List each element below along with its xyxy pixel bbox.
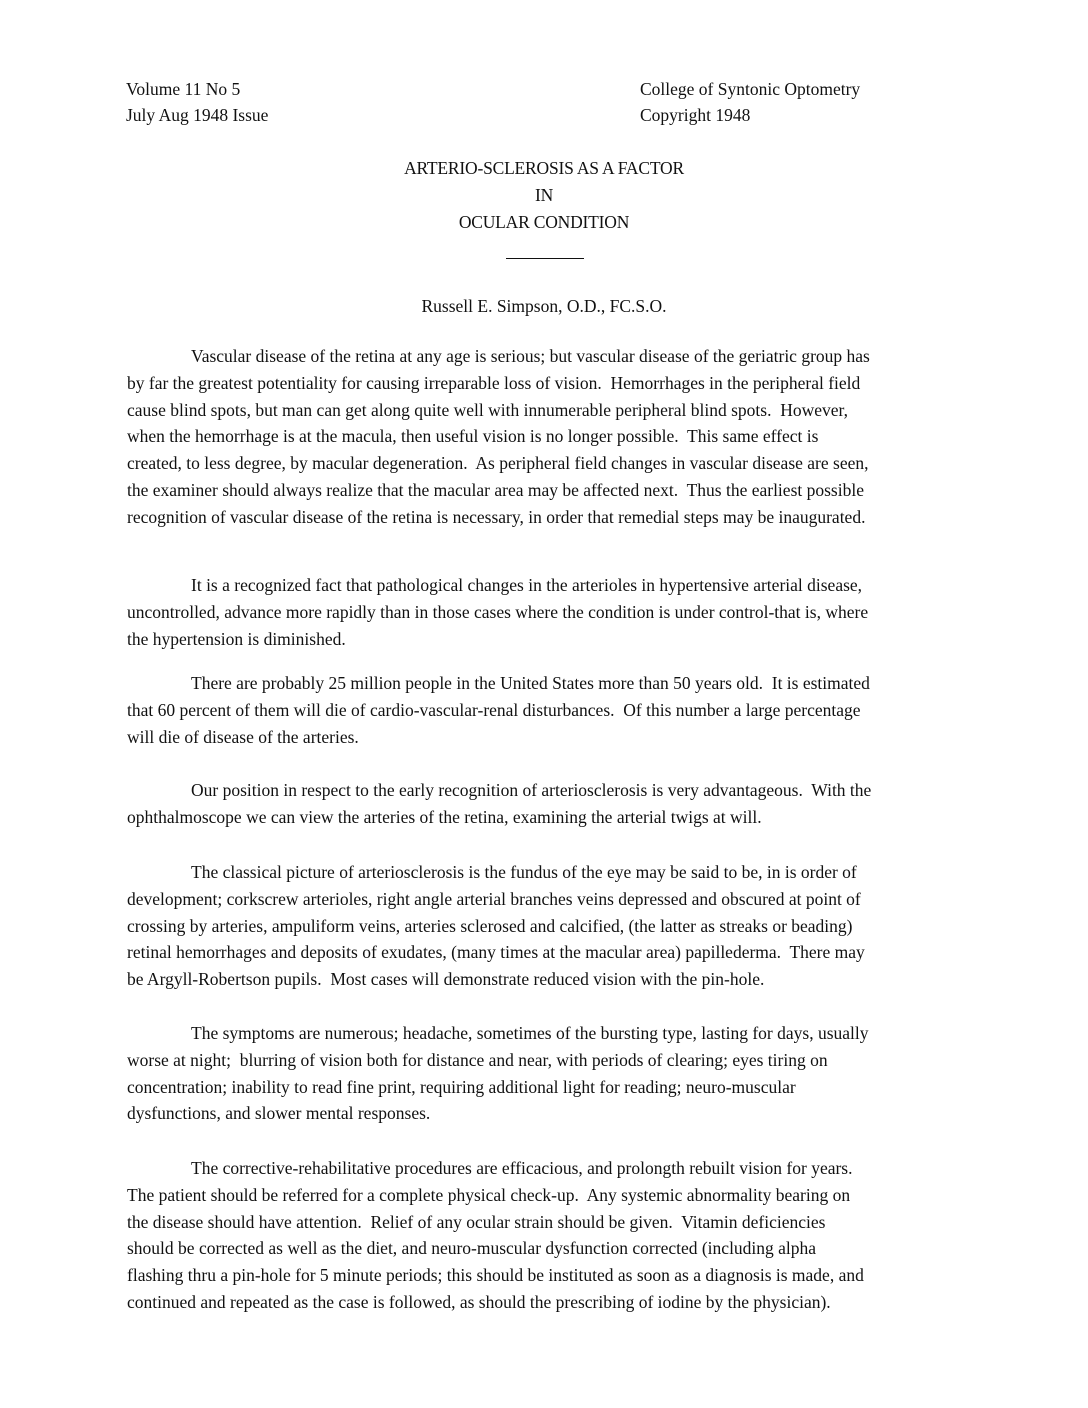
header-right [640, 76, 860, 128]
paragraph-line: should be corrected as well as the diet, and neuro-muscular dysfunction corrected (including alpha [127, 1238, 817, 1259]
paragraph-line: dysfunctions, and slower mental responses. [127, 1103, 431, 1124]
paragraph-line: The classical picture of arteriosclerosis is the fundus of the eye may be said to be, in is order of [191, 862, 857, 882]
paragraph-line: the disease should have attention. Relief of any ocular strain should be given. Vitamin deficiencies [127, 1211, 826, 1232]
paragraph-line: flashing thru a pin-hole for 5 minute periods; this should be instituted as soon as a diagnosis is made, and [127, 1265, 864, 1286]
copyright: Copyright 1948 [640, 105, 751, 125]
paragraph-line: the examiner should always realize that the macular area may be affected next. Thus the earliest possible [127, 479, 864, 500]
title-line: IN [534, 185, 554, 205]
paragraph-line: The corrective-rehabilitative procedures are efficacious, and prolongth rebuilt vision for years. [191, 1158, 853, 1178]
paragraph-line: recognition of vascular disease of the retina is necessary, in order that remedial steps may be inaugurated. [127, 506, 866, 527]
issue-date: July Aug 1948 Issue [126, 105, 269, 125]
paragraph-line: the hypertension is diminished. [127, 628, 346, 649]
paragraph [127, 572, 967, 652]
paragraph-line: will die of disease of the arteries. [127, 726, 359, 747]
paragraph-line: retinal hemorrhages and deposits of exudates, (many times at the macular area) papillederma. There may [127, 942, 865, 963]
paragraph-line: uncontrolled, advance more rapidly than in those cases where the condition is under control-that is, where [127, 601, 869, 622]
paragraph-line: when the hemorrhage is at the macula, then useful vision is no longer possible. This same effect is [127, 426, 819, 447]
paragraph [127, 343, 967, 531]
paragraph-line: development; corkscrew arterioles, right angle arterial branches veins depressed and obscured at point of [127, 888, 861, 909]
paragraph-line: be Argyll-Robertson pupils. Most cases will demonstrate reduced vision with the pin-hole. [127, 969, 765, 990]
paragraph [127, 859, 967, 993]
paragraph-line: worse at night; blurring of vision both for distance and near, with periods of clearing; eyes tiring on [127, 1049, 828, 1070]
title-line: ARTERIO-SCLEROSIS AS A FACTOR [404, 158, 684, 178]
paragraph-line: concentration; inability to read fine print, requiring additional light for reading; neuro-muscular [127, 1076, 796, 1097]
paragraph-line: created, to less degree, by macular degeneration. As peripheral field changes in vascular disease are seen, [127, 453, 869, 474]
title-divider [506, 258, 584, 259]
paragraph-line: crossing by arteries, ampuliform veins, arteries sclerosed and calcified, (the latter as streaks or beading) [127, 915, 853, 936]
paragraph-line: that 60 percent of them will die of cardio-vascular-renal disturbances. Of this number a large percentage [127, 699, 861, 720]
header-left [126, 76, 268, 128]
paragraph-line: Our position in respect to the early recognition of arteriosclerosis is very advantageous. With the [191, 780, 872, 800]
paragraph-line: The symptoms are numerous; headache, sometimes of the bursting type, lasting for days, usually [191, 1023, 869, 1043]
paragraph-line: cause blind spots, but man can get along quite well with innumerable peripheral blind spots. However, [127, 399, 849, 420]
paragraph-line: There are probably 25 million people in the United States more than 50 years old. It is estimated [191, 673, 870, 693]
title-line: OCULAR CONDITION [458, 212, 630, 232]
paragraph [127, 1155, 967, 1316]
paragraph-line: ophthalmoscope we can view the arteries of the retina, examining the arterial twigs at will. [127, 806, 762, 827]
article-title [0, 155, 1088, 236]
paragraph-line: The patient should be referred for a complete physical check-up. Any systemic abnormality bearing on [127, 1184, 851, 1205]
paragraph-line: Vascular disease of the retina at any age is serious; but vascular disease of the geriatric group has [191, 346, 870, 366]
paragraph-line: continued and repeated as the case is followed, as should the prescribing of iodine by the physician). [127, 1291, 831, 1312]
paragraph-line: by far the greatest potentiality for causing irreparable loss of vision. Hemorrhages in the peripheral field [127, 372, 861, 393]
paragraph [127, 777, 967, 831]
paragraph-line: It is a recognized fact that pathological changes in the arterioles in hypertensive arterial disease, [191, 575, 863, 595]
paragraph [127, 1020, 967, 1127]
publisher: College of Syntonic Optometry [640, 79, 861, 99]
paragraph [127, 670, 967, 750]
volume-number: Volume 11 No 5 [126, 79, 241, 99]
author-byline: Russell E. Simpson, O.D., FC.S.O. [421, 296, 667, 316]
